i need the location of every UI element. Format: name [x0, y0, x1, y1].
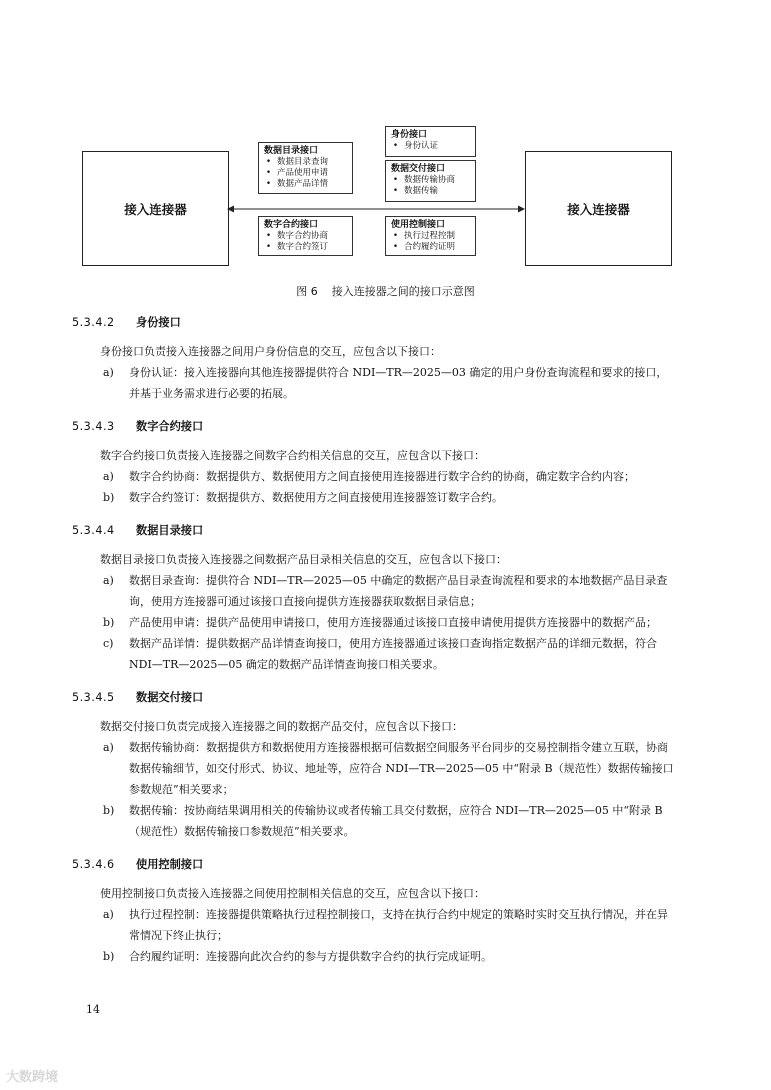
figure-title: 接入连接器之间的接口示意图 [331, 285, 475, 298]
section-intro: 数据目录接口负责接入连接器之间数据产品目录相关信息的交互，应包含以下接口： [100, 553, 507, 566]
interface-item: • 产品使用申请 [264, 168, 347, 179]
interface-title: 数据目录接口 [264, 146, 319, 156]
interface-title: 使用控制接口 [391, 220, 446, 230]
list-item: a) 执行过程控制：连接器提供策略执行过程控制接口，支持在执行合约中规定的策略时实时交互执行情况，并在异常情况下终止执行； [103, 908, 668, 942]
identity-interface-box [385, 126, 476, 157]
interface-title: 身份接口 [391, 130, 428, 140]
list-item: b) 数据传输：按协商结果调用相关的传输协议或者传输工具交付数据，应符合 NDI—TR—2025—05 中“附录 B（规范性）数据传输接口参数规范”相关要求。 [103, 804, 663, 838]
connector-interface-diagram [0, 0, 771, 280]
section-intro: 身份接口负责接入连接器之间用户身份信息的交互，应包含以下接口： [100, 345, 441, 358]
interface-item: • 数据传输 [391, 186, 470, 197]
bidirectional-arrow [227, 204, 525, 214]
section-intro: 数字合约接口负责接入连接器之间数字合约相关信息的交互，应包含以下接口： [100, 449, 485, 462]
interface-item: • 数据产品详情 [264, 179, 347, 190]
right-connector-box: 接入连接器 [525, 151, 672, 266]
section-heading: 5.3.4.2 身份接口 [72, 316, 181, 329]
list-item: a) 数据目录查询：提供符合 NDI—TR—2025—05 中确定的数据产品目录查询流程和要求的本地数据产品目录查询，使用方连接器可通过该接口直接向提供方连接器获取数据目录信息； [103, 574, 668, 608]
interface-title: 数据交付接口 [391, 164, 446, 174]
section-intro: 使用控制接口负责接入连接器之间使用控制相关信息的交互，应包含以下接口： [100, 887, 485, 900]
document-body [0, 300, 771, 967]
figure-caption [0, 283, 771, 299]
watermark: 大数跨境 [6, 1070, 59, 1085]
interface-item: • 数字合约协商 [264, 231, 347, 242]
interface-item: • 数据传输协商 [391, 175, 470, 186]
interface-item: • 执行过程控制 [391, 231, 470, 242]
interface-item: • 数字合约签订 [264, 242, 347, 253]
interface-item: • 身份认证 [391, 141, 470, 152]
usage-control-interface-box [385, 216, 476, 256]
section-heading: 5.3.4.6 使用控制接口 [72, 858, 204, 871]
list-item: c) 数据产品详情：提供数据产品详情查询接口，使用方连接器通过该接口查询指定数据产品的详细元数据，符合 NDI—TR—2025—05 确定的数据产品详情查询接口相关要求。 [103, 637, 657, 671]
data-catalog-interface-box [258, 142, 353, 194]
list-item: b) 合约履约证明：连接器向此次合约的参与方提供数字合约的执行完成证明。 [103, 950, 492, 963]
left-connector-box: 接入连接器 [82, 151, 229, 266]
list-item: a) 数字合约协商：数据提供方、数据使用方之间直接使用连接器进行数字合约的协商，确定数字合约内容； [103, 470, 635, 483]
section-heading: 5.3.4.5 数据交付接口 [72, 691, 204, 704]
section-heading: 5.3.4.4 数据目录接口 [72, 524, 204, 537]
list-item: a) 数据传输协商：数据提供方和数据使用方连接器根据可信数据空间服务平台同步的交易控制指令建立互联，协商数据传输细节，如交付形式、协议、地址等，应符合 NDI—TR—2025—05 中“附录 B（规范性）数据传输接口参数规范”相关要求； [103, 741, 674, 796]
section-heading: 5.3.4.3 数字合约接口 [72, 420, 204, 433]
data-delivery-interface-box [385, 160, 476, 202]
figure-number: 图 6 [296, 285, 318, 298]
interface-item: • 合约履约证明 [391, 242, 470, 253]
section-intro: 数据交付接口负责完成接入连接器之间的数据产品交付，应包含以下接口： [100, 720, 463, 733]
digital-contract-interface-box [258, 216, 353, 256]
interface-item: • 数据目录查询 [264, 157, 347, 168]
list-item: b) 产品使用申请：提供产品使用申请接口，使用方连接器通过该接口直接申请使用提供方连接器中的数据产品； [103, 616, 657, 629]
page-number: 14 [86, 1003, 100, 1016]
interface-title: 数字合约接口 [264, 220, 319, 230]
list-item: b) 数字合约签订：数据提供方、数据使用方之间直接使用连接器签订数字合约。 [103, 491, 503, 504]
list-item: a) 身份认证：接入连接器向其他连接器提供符合 NDI—TR—2025—03 确定的用户身份查询流程和要求的接口，并基于业务需求进行必要的拓展。 [103, 366, 668, 400]
